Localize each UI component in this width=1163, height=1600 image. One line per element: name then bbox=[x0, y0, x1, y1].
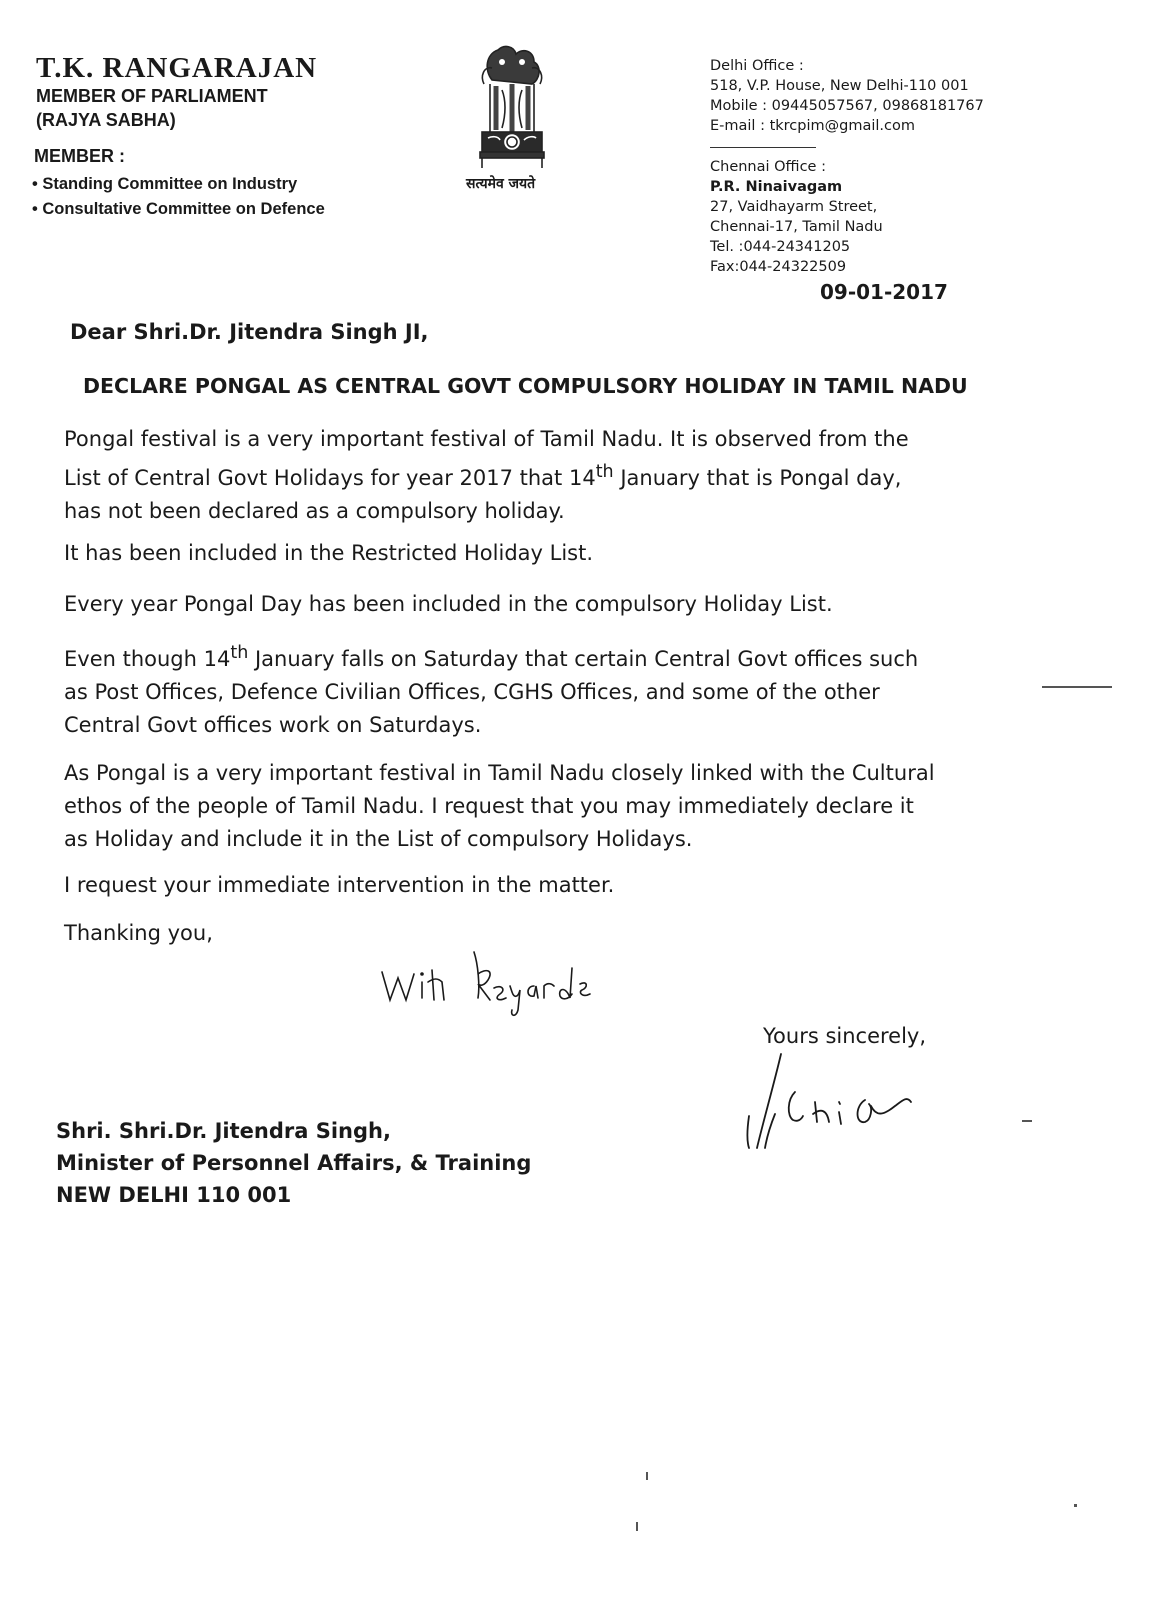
delhi-office-mobile: Mobile : 09445057567, 09868181767 bbox=[710, 98, 984, 114]
scan-mark bbox=[646, 1472, 648, 1480]
committee-item: • Standing Committee on Industry bbox=[32, 175, 298, 193]
addressee-name: Shri. Shri.Dr. Jitendra Singh, bbox=[56, 1119, 391, 1143]
mp-name: T.K. RANGARAJAN bbox=[36, 52, 318, 84]
handwritten-regards bbox=[376, 930, 616, 1020]
delhi-office bbox=[710, 56, 984, 136]
paragraph-1-text-b: January that is Pongal day, has not been declared as a compulsory holiday. bbox=[64, 466, 902, 523]
emblem-motto: सत्यमेव जयते bbox=[466, 176, 536, 192]
signature bbox=[735, 1050, 975, 1160]
mp-house: (RAJYA SABHA) bbox=[36, 110, 176, 130]
mp-role: MEMBER OF PARLIAMENT bbox=[36, 86, 268, 106]
scan-mark bbox=[1022, 1120, 1032, 1122]
chennai-office-street: 27, Vaidhayarm Street, bbox=[710, 199, 878, 215]
delhi-office-label: Delhi Office : bbox=[710, 58, 804, 74]
national-emblem-icon bbox=[462, 40, 562, 178]
scan-mark bbox=[1042, 686, 1112, 688]
letter-date: 09-01-2017 bbox=[820, 280, 948, 304]
chennai-office-fax: Fax:044-24322509 bbox=[710, 259, 847, 275]
subject-line: DECLARE PONGAL AS CENTRAL GOVT COMPULSORY HOLIDAY IN TAMIL NADU bbox=[83, 374, 968, 398]
addressee-city: NEW DELHI 110 001 bbox=[56, 1183, 292, 1207]
chennai-office bbox=[710, 157, 883, 277]
member-label: MEMBER : bbox=[34, 146, 125, 166]
addressee-block bbox=[56, 1115, 531, 1211]
paragraph-2: It has been included in the Restricted Holiday List. bbox=[64, 541, 594, 565]
paragraph-3: Every year Pongal Day has been included in the compulsory Holiday List. bbox=[64, 592, 833, 616]
office-divider bbox=[710, 147, 816, 148]
closing: Yours sincerely, bbox=[763, 1024, 927, 1048]
thanking-line: Thanking you, bbox=[64, 921, 213, 945]
paragraph-5: As Pongal is a very important festival in Tamil Nadu closely linked with the Cultural ethos of the people of Tamil Nadu. I request that you may immediately declare it as Holiday and include it in the List of compulsory Holidays. bbox=[64, 761, 935, 851]
chennai-office-name: P.R. Ninaivagam bbox=[710, 179, 843, 195]
paragraph-4-text-b: January falls on Saturday that certain Central Govt offices such as Post Offices, Defence Civilian Offices, CGHS Offices, and some of the other Central Govt offices work on Saturdays. bbox=[64, 647, 919, 737]
ordinal-suffix: th bbox=[595, 462, 614, 482]
scan-mark bbox=[636, 1522, 638, 1531]
paragraph-4-text-a: Even though 14 bbox=[64, 647, 231, 671]
chennai-office-city: Chennai-17, Tamil Nadu bbox=[710, 219, 883, 235]
committee-item: • Consultative Committee on Defence bbox=[32, 200, 325, 218]
ordinal-suffix: th bbox=[230, 643, 249, 663]
chennai-office-tel: Tel. :044-24341205 bbox=[710, 239, 851, 255]
paragraph-1-text-a: Pongal festival is a very important festival of Tamil Nadu. It is observed from the List of Central Govt Holidays for year 2017 that 14 bbox=[64, 427, 909, 490]
committee-list bbox=[32, 172, 325, 222]
paragraph-1 bbox=[64, 423, 944, 528]
chennai-office-label: Chennai Office : bbox=[710, 159, 826, 175]
scan-mark bbox=[1074, 1504, 1077, 1507]
paragraph-4 bbox=[64, 637, 944, 742]
addressee-title: Minister of Personnel Affairs, & Training bbox=[56, 1151, 532, 1175]
delhi-office-address: 518, V.P. House, New Delhi-110 001 bbox=[710, 78, 969, 94]
salutation: Dear Shri.Dr. Jitendra Singh JI, bbox=[70, 320, 429, 344]
delhi-office-email: E-mail : tkrcpim@gmail.com bbox=[710, 118, 915, 134]
paragraph-6: I request your immediate intervention in the matter. bbox=[64, 873, 615, 897]
